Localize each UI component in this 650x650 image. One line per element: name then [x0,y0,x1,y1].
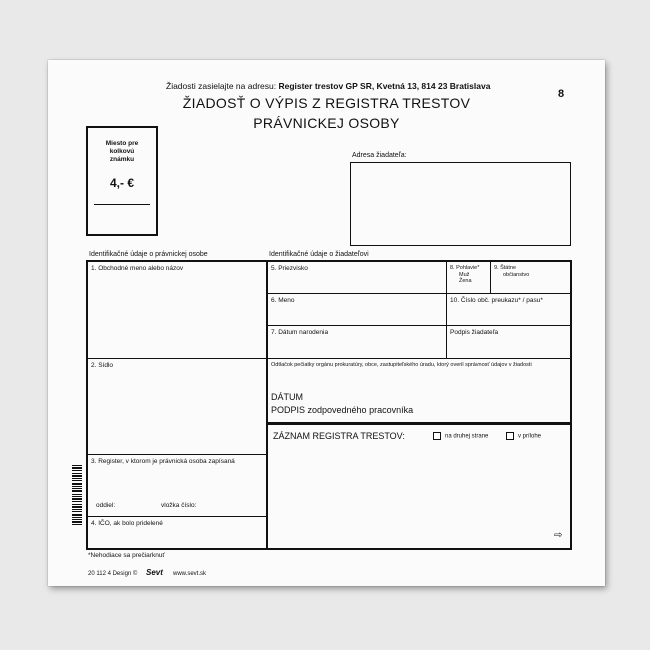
send-to-prefix: Žiadosti zasielajte na adresu: [166,81,279,91]
record-block [268,425,570,548]
field-gender[interactable] [447,262,491,294]
field-birth-date[interactable] [268,326,447,359]
verification-note: Odtlačok pečiatky orgánu prokuratúry, obce, zastupiteľského úradu, ktorý overil správnosť údajov v žiadosti [271,362,532,368]
field-register[interactable] [88,455,266,517]
barcode [72,465,82,526]
field-citizenship[interactable] [491,262,570,294]
field-id-number-label: 10. Číslo obč. preukazu* / pasu* [450,297,543,304]
field-seat[interactable] [88,359,266,455]
field-surname-label: 5. Priezvisko [271,265,308,272]
field-register-section: oddiel: [96,502,116,509]
gender-option-female[interactable]: Žena [459,278,472,284]
title-line-1: ŽIADOSŤ O VÝPIS Z REGISTRA TRESTOV [182,95,471,111]
footer-website[interactable]: www.sevt.sk [173,571,207,577]
right-section-title: Identifikačné údaje o žiadateľovi [269,251,369,258]
gender-option-male[interactable]: Muž [459,271,470,278]
form-number: 8 [558,88,565,100]
stamp-value: 4,- € [109,176,134,190]
stamp-label-line3: známku [109,156,135,163]
record-title: ZÁZNAM REGISTRA TRESTOV: [273,431,405,441]
stamp-box [86,126,158,236]
field-first-name-label: 6. Meno [271,297,295,304]
field-birth-date-label: 7. Dátum narodenia [271,329,329,336]
left-column [88,262,268,548]
field-register-label: 3. Register, v ktorom je právnická osoba zapísaná [91,458,235,465]
record-option-attachment-label: v prílohe [518,433,542,440]
verification-official-signature: PODPIS zodpovedného pracovníka [271,405,414,415]
left-section-title: Identifikačné údaje o právnickej osobe [89,251,208,258]
stamp-label-line1: Miesto pre [105,140,139,147]
brand-logo: Sevt [146,568,163,577]
title-line-2: PRÁVNICKEJ OSOBY [253,115,400,131]
field-gender-title: 8. Pohlavie* [450,265,480,271]
field-surname[interactable] [268,262,447,294]
main-form-grid [86,260,572,550]
footer-code: 20 112 4 Design © [88,571,138,577]
field-citizenship-title2: občianstvo [503,271,530,278]
verification-block[interactable] [268,359,570,425]
field-citizenship-title: 9. Štátne [494,265,517,271]
form-sheet [48,60,605,586]
record-option-attachment[interactable] [506,432,541,440]
stamp-line [94,204,150,205]
record-option-other-side[interactable] [433,432,488,440]
field-gender-label [450,265,479,285]
right-column [268,262,570,548]
footer-note: *Nehodiace sa prečiarknuť [88,552,165,559]
verification-date: DÁTUM [271,392,303,402]
checkbox-other-side[interactable] [433,432,441,440]
field-first-name[interactable] [268,294,447,326]
stamp-label-line2: kolkovú [109,148,135,155]
record-option-other-side-label: na druhej strane [445,433,489,440]
field-id-number[interactable] [447,294,570,326]
applicant-address-field[interactable] [350,162,571,246]
applicant-address-label: Adresa žiadateľa: [352,152,407,159]
arrow-right-icon: ⇨ [554,530,563,541]
field-applicant-signature-label: Podpis žiadateľa [450,329,499,336]
field-business-name[interactable] [88,262,266,359]
field-business-name-label: 1. Obchodné meno alebo názov [91,265,184,272]
field-citizenship-label [494,265,529,278]
field-ico-label: 4. IČO, ak bolo pridelené [91,520,163,527]
field-register-insert: vložka číslo: [161,502,197,509]
send-to-line [166,81,490,91]
field-applicant-signature[interactable] [447,326,570,359]
send-to-address: Register trestov GP SR, Kvetná 13, 814 23 Bratislava [278,81,491,91]
field-ico[interactable] [88,517,266,548]
stamp-label [88,140,156,164]
checkbox-attachment[interactable] [506,432,514,440]
field-seat-label: 2. Sídlo [91,362,114,369]
